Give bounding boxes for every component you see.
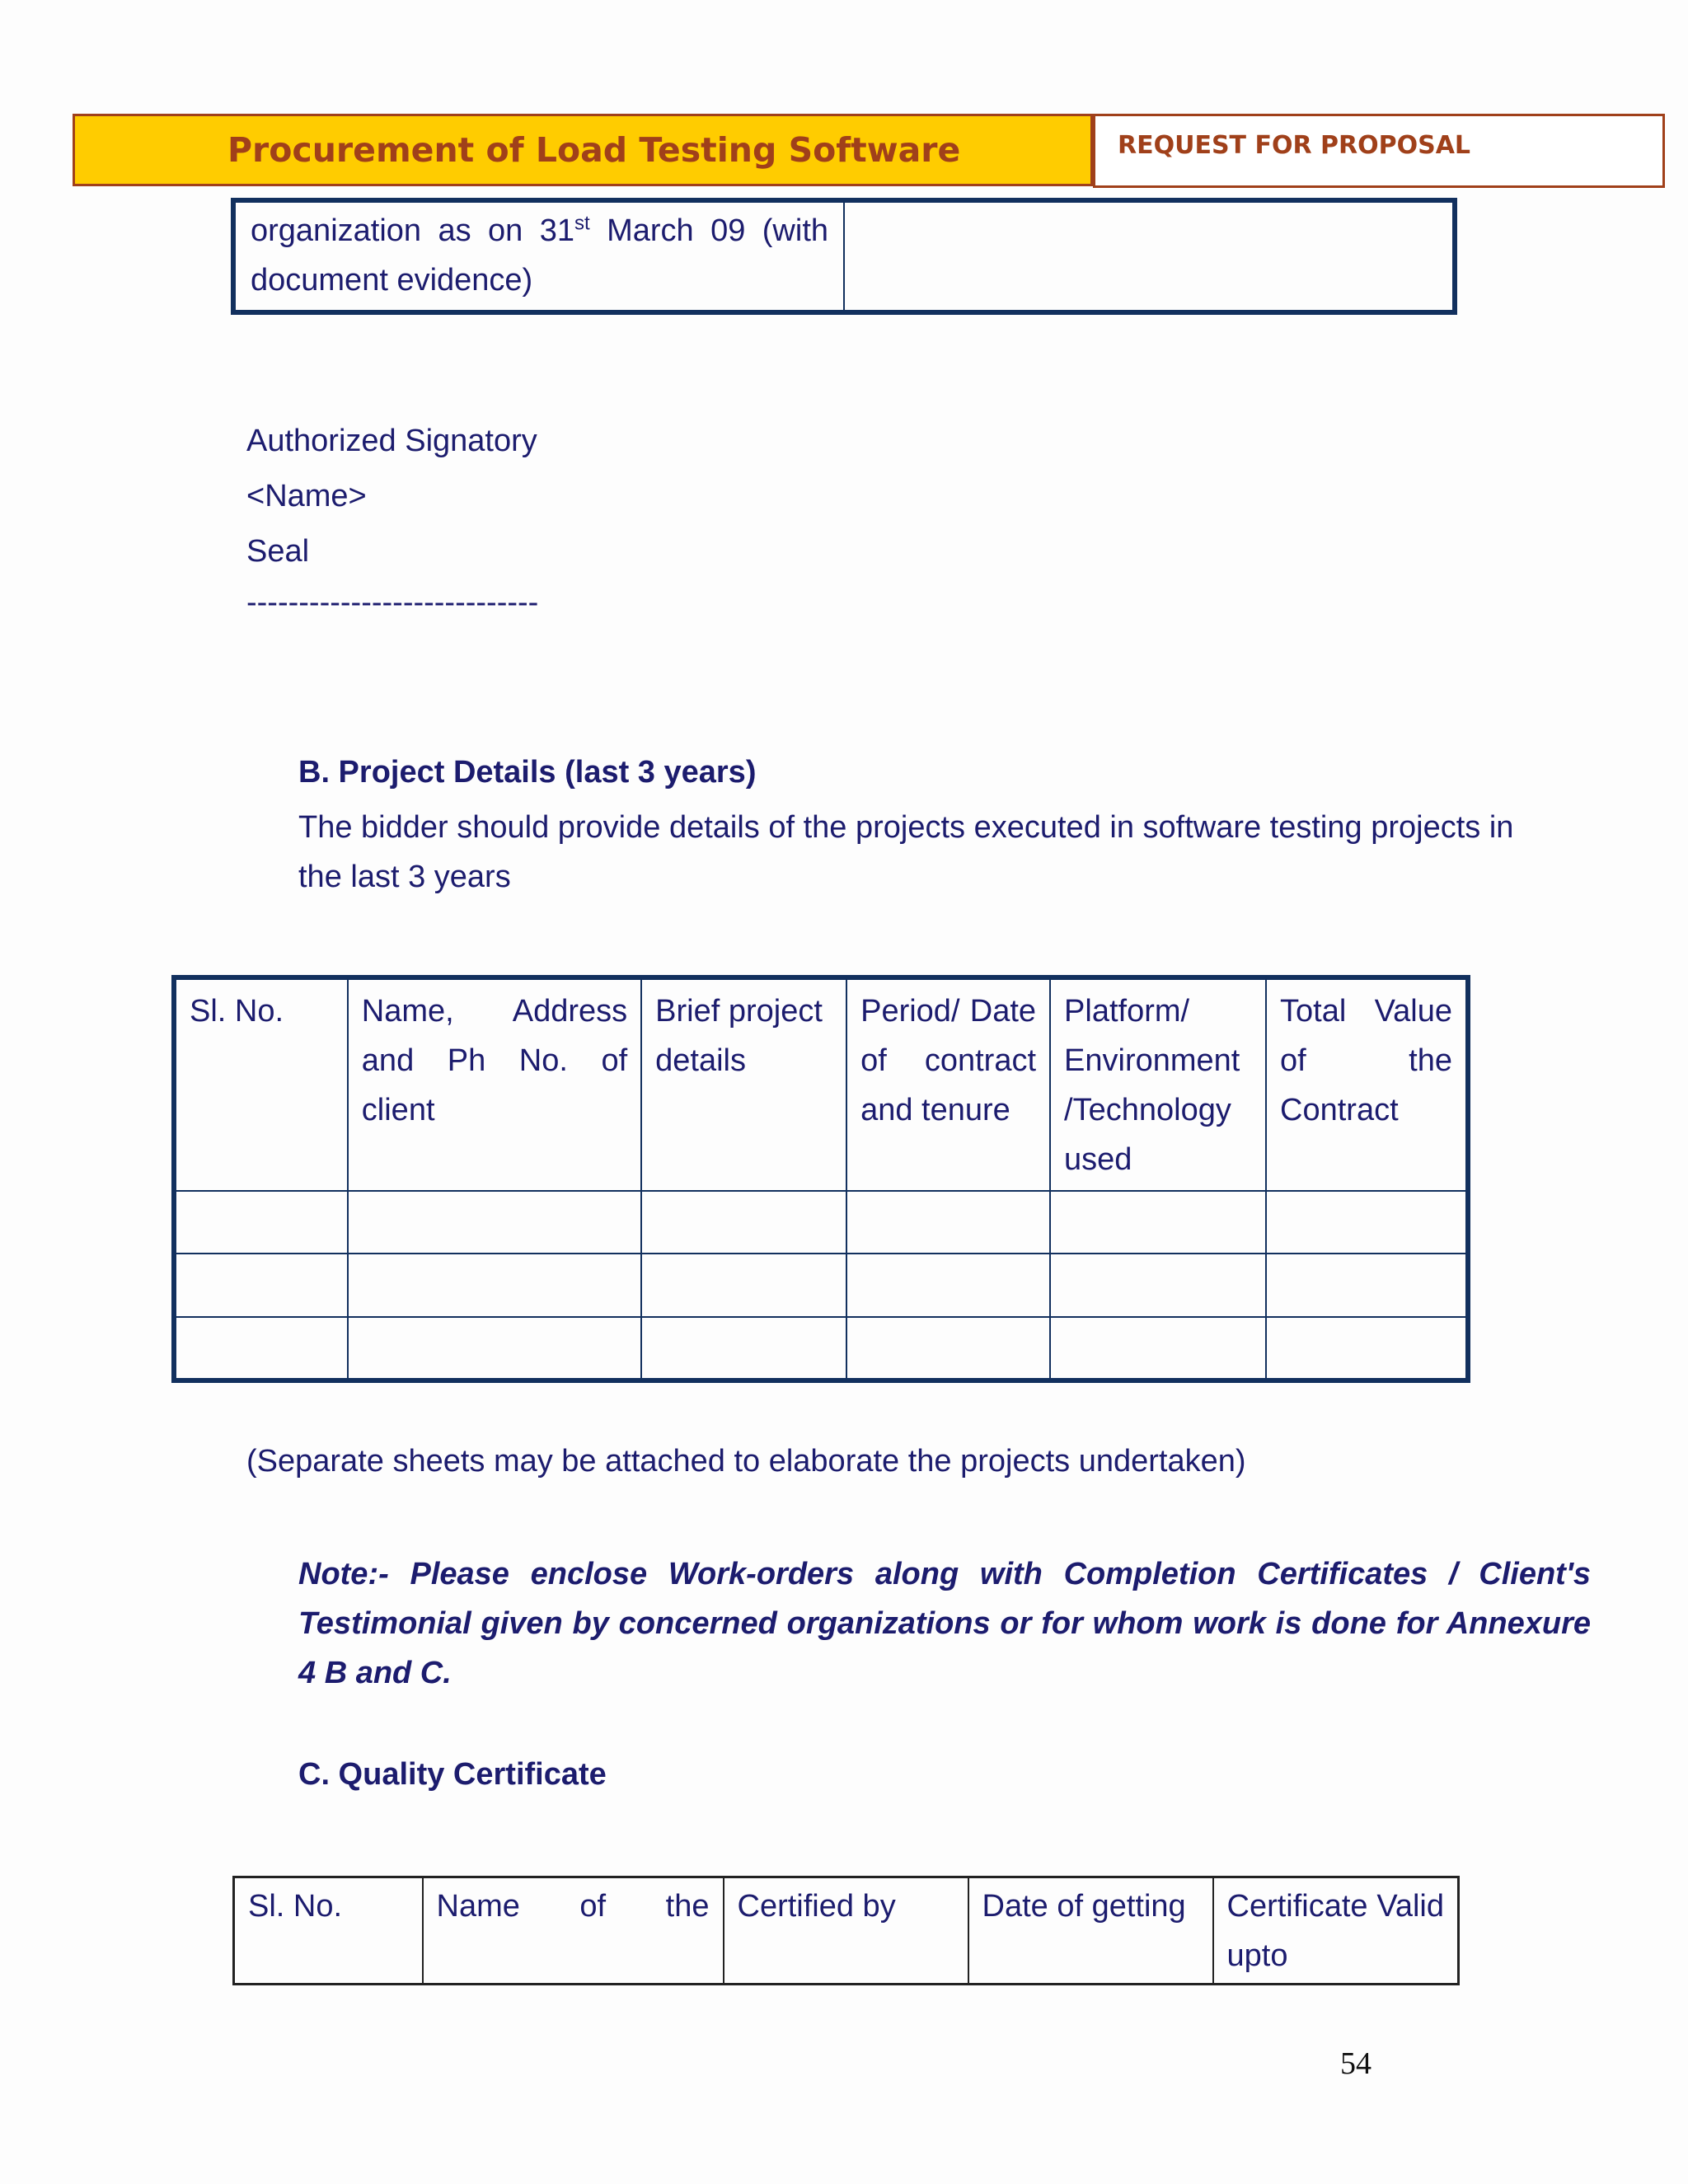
section-b-desc-line1: The bidder should provide details of the projects executed in software testing projects in [298,810,1514,845]
col-header-platform: Platform/ Environment /Technology used [1050,977,1266,1191]
col-header-value: Total Value of the Contract [1266,977,1468,1191]
table-header-row [234,1877,1459,1985]
project-details-table [171,975,1470,1383]
signatory-title: Authorized Signatory [246,424,537,458]
section-b-desc-line2: the last 3 years [298,860,511,894]
table-row [174,1191,1468,1254]
col-header-client: Name, Address and Ph No. of client [348,977,641,1191]
cell-text-sup: st [574,212,590,235]
table-row [174,1317,1468,1380]
qc-col-certified-by: Certified by [724,1877,968,1985]
cell-text-line2: document evidence) [251,263,533,298]
qc-col-sl-no: Sl. No. [234,1877,423,1985]
header-tag-box [1093,114,1665,188]
attach-note: (Separate sheets may be attached to elaborate the projects undertaken) [246,1444,1246,1479]
section-b-heading: B. Project Details (last 3 years) [298,755,757,790]
qc-col-name: Name of the [423,1877,724,1985]
quality-certificate-table [232,1876,1460,1985]
enclosure-note: Note:- Please enclose Work-orders along with Completion Certificates / Client's Testimonial given by concerned organizations or for whom work is done for Annexure 4 B and C. [298,1557,1591,1690]
section-c-heading: C. Quality Certificate [298,1757,607,1792]
table-row [174,1254,1468,1317]
continued-table-cell-value [844,200,1455,312]
col-header-sl-no: Sl. No. [174,977,348,1191]
header-tag: REQUEST FOR PROPOSAL [1118,131,1471,160]
signatory-line: ---------------------------- [246,585,539,620]
cell-text-post: March 09 (with [589,213,829,248]
header-title-box [73,114,1093,186]
signatory-name: <Name> [246,479,367,513]
qc-col-date: Date of getting [968,1877,1213,1985]
header-title: Procurement of Load Testing Software [227,130,961,170]
continued-table [231,198,1457,315]
table-header-row [174,977,1468,1191]
page-number: 54 [1340,2046,1372,2081]
col-header-brief: Brief project details [641,977,846,1191]
signatory-seal: Seal [246,534,310,569]
qc-col-valid: Certificate Valid upto [1213,1877,1459,1985]
col-header-period: Period/ Date of contract and tenure [846,977,1050,1191]
cell-text-pre: organization as on 31 [251,213,574,248]
continued-table-cell-label [233,200,844,312]
